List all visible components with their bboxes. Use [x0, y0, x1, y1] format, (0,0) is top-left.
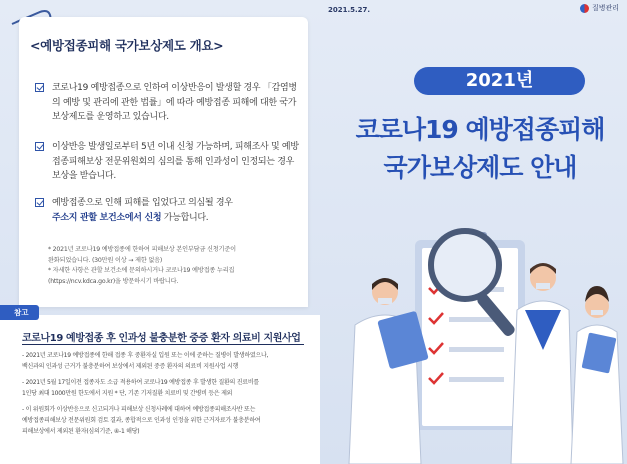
nurse-figure [571, 286, 623, 464]
agency-logo [580, 3, 619, 13]
document-date: 2021.5.27. [328, 6, 371, 14]
reference-divider [22, 344, 304, 345]
checkbox-icon [35, 83, 44, 92]
note-line: * 자세한 사항은 관할 보건소에 문의하시거나 코로나19 예방접종 누리집 [48, 267, 235, 274]
agency-name: 질병관리 [591, 4, 619, 12]
year-pill: 2021년 [414, 67, 585, 95]
checkbox-icon [35, 198, 44, 207]
item3-post: 가능합니다. [161, 212, 209, 223]
notes [48, 245, 303, 287]
item3-pre: 예방접종으로 인해 피해를 입었다고 의심될 경우 [52, 198, 233, 208]
overview-item-text [52, 196, 302, 225]
checkbox-icon [35, 142, 44, 151]
reference-item: - 2021년 5월 17일이전 접종자도 소급 적용하여 코로나19 예방접종 후 발생한 질환의 진료비를 [22, 379, 259, 386]
note-line: (https://ncv.kdca.go.kr)을 방문하시기 바랍니다. [48, 277, 179, 285]
overview-item-text: 이상반응 발생일로부터 5년 이내 신청 가능하며, 피해조사 및 예방접종피해보상 전문위원회의 심의를 통해 인과성이 인정되는 경우 보상을 받습니다. [52, 142, 299, 181]
reference-item: 백신과의 인과성 근거가 불충분하여 보상에서 제외된 중증 환자의 의료비 지원사업 시행 [22, 363, 239, 370]
item3-highlight: 주소지 관할 보건소에서 신청 [52, 212, 162, 223]
reference-tag: 참고 [0, 305, 39, 320]
reference-item: 피해보상에서 제외된 환자(심의기준, ④-1 해당) [22, 428, 140, 435]
overview-item-3 [36, 196, 302, 225]
reference-item: 1인당 최대 1000만원 한도에서 지원 * 단, 기존 기저질환 치료비 및 간병비 등은 제외 [22, 390, 233, 397]
reference-item: - 이 위원회가 이상반응으로 신고되거나 피해보상 신청사례에 대하여 예방접종피해조사반 또는 [22, 406, 256, 413]
reference-item: 예방접종피해보상 전문위원회 검토 결과, 종합적으로 인과성 인정을 위한 근거자료가 불충분하여 [22, 417, 261, 424]
overview-item-text: 코로나19 예방접종으로 인하여 이상반응이 발생할 경우 「감염병의 예방 및 관리에 관한 법률」에 따라 예방접종 피해에 대한 국가보상제도를 운영하고 있습니다. [52, 83, 297, 122]
overview-item-1 [36, 81, 302, 125]
note-line: * 2021년 코로나19 예방접종에 한하여 피해보상 본인부담금 신청기준이 [48, 246, 236, 253]
hero-title-line1: 코로나19 예방접종피해 [355, 115, 605, 144]
card-title: <예방접종피해 국가보상제도 개요> [30, 38, 224, 53]
hero-title-line2: 국가보상제도 안내 [383, 153, 577, 182]
reference-item: - 2021년 코로나19 예방접종에 한해 접종 후 중환자실 입원 또는 이에 준하는 질병이 발생하였으나, [22, 352, 269, 359]
reference-title: 코로나19 예방접종 후 인과성 불충분한 중증 환자 의료비 지원사업 [22, 333, 301, 344]
overview-item-2 [36, 140, 302, 184]
agency-logo-icon [580, 4, 589, 13]
illustration [325, 210, 627, 464]
note-line: 완화되었습니다. (30만원 이상 → 제한 없음) [48, 256, 163, 264]
